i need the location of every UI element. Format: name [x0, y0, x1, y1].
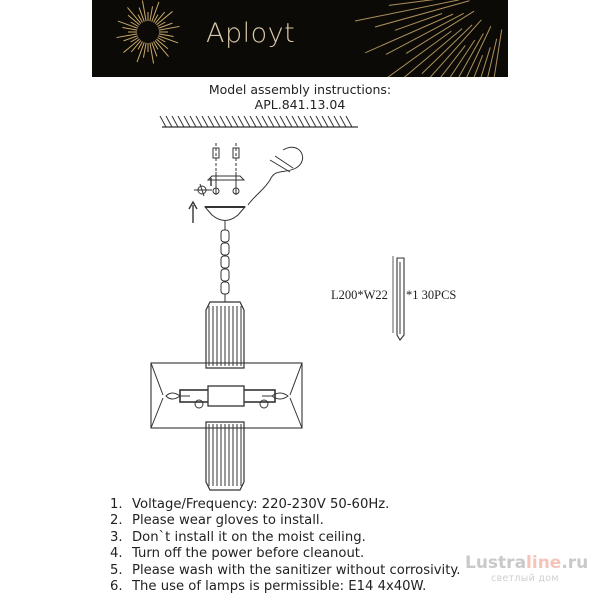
instruction-list [110, 497, 461, 595]
lamp-frame [151, 363, 302, 428]
list-item: 1. Voltage/Frequency: 220-230V 50-60Hz. [110, 497, 390, 512]
watermark-tagline: светлый дом [491, 573, 559, 584]
list-item: 4. Turn off the power before cleanout. [110, 546, 365, 562]
title-line: Model assembly instructions: [208, 82, 392, 97]
wire-connector [270, 156, 293, 172]
ceiling-canopy [205, 207, 245, 230]
watermark-text: Lustraline.ru [465, 553, 589, 573]
list-item: 6. The use of lamps is permissible: E14 4x40W. [110, 579, 427, 595]
model-number: APL.841.13.04 [254, 97, 346, 112]
part-size: L200*W22 [331, 288, 388, 302]
crystal-cluster-bottom [206, 422, 244, 490]
wall-anchor-left [213, 143, 219, 195]
crystal-rod-part [393, 256, 404, 340]
ceiling-hatch [160, 116, 358, 127]
mounting-bracket [208, 176, 244, 180]
screw-icon [194, 184, 212, 196]
wall-anchor-right [233, 143, 239, 195]
list-item: 5. Please wash with the sanitizer without corrosivity. [110, 562, 461, 578]
watermark-logo [465, 553, 593, 589]
part-quantity: *1 30PCS [406, 288, 457, 302]
suspension-chain [221, 230, 229, 302]
crystal-cluster-top [206, 302, 244, 368]
arrow-up-icon [189, 202, 197, 223]
brand-name: Aployt [206, 18, 296, 49]
list-item: 2. Please wear gloves to install. [110, 513, 324, 529]
list-item: 3. Don`t install it on the moist ceiling. [110, 529, 366, 545]
